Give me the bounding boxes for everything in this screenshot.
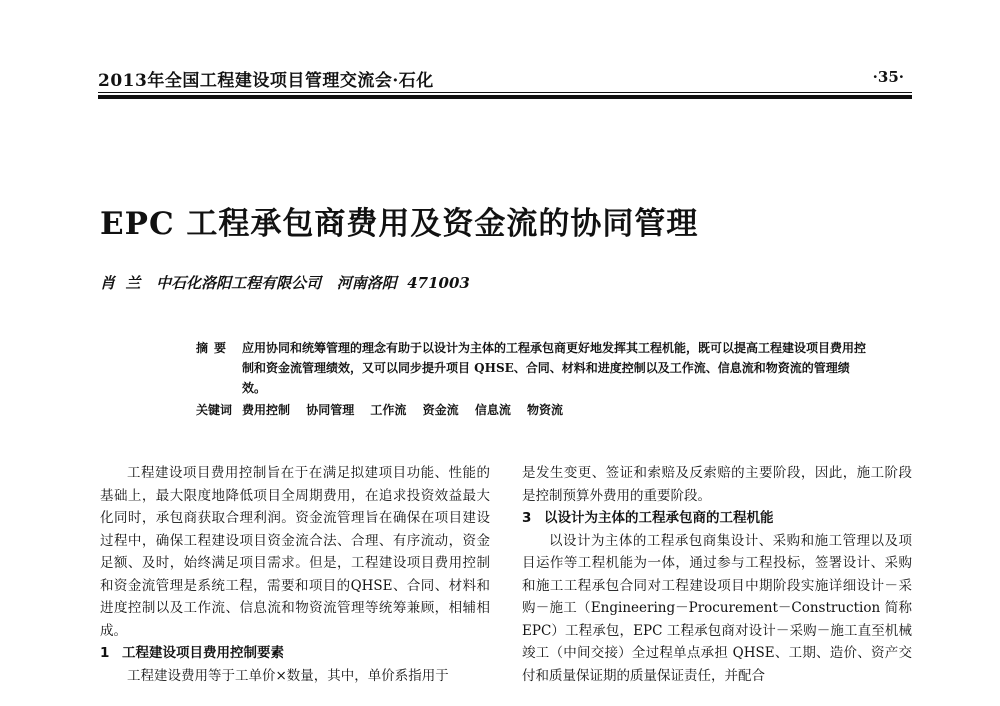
body-column-right: [522, 462, 912, 687]
body-paragraph: 以设计为主体的工程承包商集设计、采购和施工管理以及项目运作等工程机能为一体，通过参与工程投标，签署设计、采购和施工工程承包合同对工程建设项目中期阶段实施详细设计－采购－施工（Engineering－Procurement－Construction 简称 EPC）工程承包，EPC 工程承包商对设计－采购－施工直至机械竣工（中间交接）全过程单点承担 QHSE、工期、造价、资产交付和质量保证期的质量保证责任，并配合: [522, 532, 912, 684]
keyword: 工作流: [370, 403, 407, 417]
abstract-text: 应用协同和统筹管理的理念有助于以设计为主体的工程承包商更好地发挥其工程机能，既可以提高工程建设项目费用控制和资金流管理绩效，又可以同步提升项目 QHSE、合同、材料和进度控制以及工作流、信息流和物资流的管理绩效。: [242, 341, 867, 395]
body-paragraph: 工程建设费用等于工单价×数量，其中，单价系指用于: [127, 667, 449, 684]
body-column-left: [100, 462, 490, 687]
paper-title: EPC 工程承包商费用及资金流的协同管理: [100, 206, 699, 242]
abstract-row: [180, 338, 870, 398]
keyword: 协同管理: [306, 403, 355, 417]
section-number: 3: [522, 510, 532, 526]
keyword: 资金流: [422, 403, 459, 417]
abstract-label: 摘要: [195, 341, 232, 355]
abstract-block: [180, 338, 870, 420]
keywords-row: [180, 400, 870, 420]
keyword: 信息流: [474, 403, 511, 417]
keywords-label: 关键词: [195, 403, 232, 417]
running-head: 2013年全国工程建设项目管理交流会·石化: [98, 71, 434, 91]
section-heading: [522, 507, 912, 530]
body-paragraph: 工程建设项目费用控制旨在于在满足拟建项目功能、性能的基础上，最大限度地降低项目全周期费用，在追求投资效益最大化同时，承包商获取合理利润。资金流管理旨在确保在项目建设过程中，确保工程建设项目资金流合法、合理、有序流动，资金足额、及时，始终满足项目需求。但是，工程建设项目费用控制和资金流管理是系统工程，需要和项目的QHSE、合同、材料和进度控制以及工作流、信息流和物资流管理等统筹兼顾，相辅相成。: [100, 465, 490, 639]
section-title: 工程建设项目费用控制要素: [122, 645, 284, 661]
section-heading: [100, 642, 490, 665]
body-paragraph: 是发生变更、签证和索赔及反索赔的主要阶段，因此，施工阶段是控制预算外费用的重要阶段。: [522, 465, 912, 504]
page-number: ·35·: [872, 68, 904, 86]
keyword: 物资流: [527, 403, 564, 417]
section-number: 1: [100, 645, 110, 661]
header-rule-thin: [98, 92, 912, 93]
keyword: 费用控制: [242, 403, 291, 417]
header-rule-thick: [98, 95, 912, 99]
section-title: 以设计为主体的工程承包商的工程机能: [544, 510, 774, 526]
author-affiliation: 肖 兰 中石化洛阳工程有限公司 河南洛阳 471003: [100, 274, 470, 292]
keywords-list: [242, 400, 870, 420]
